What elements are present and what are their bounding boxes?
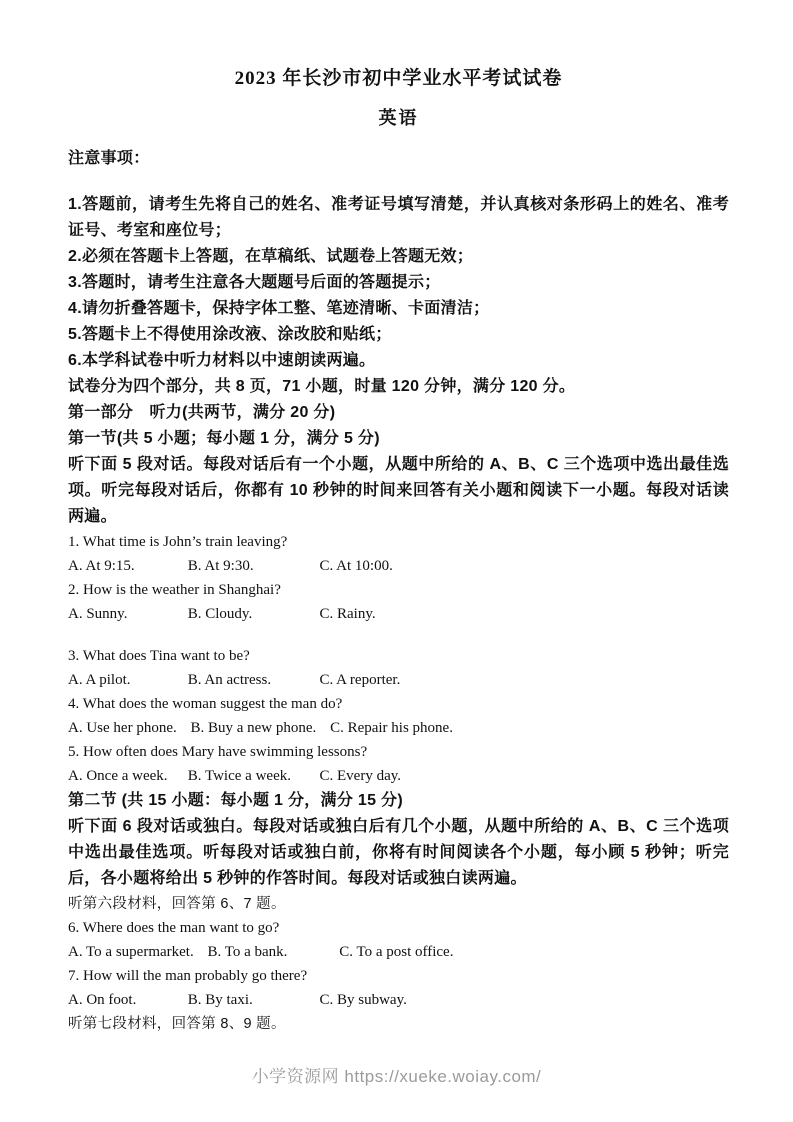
notice-item-1: 1.答题前，请考生先将自己的姓名、准考证号填写清楚，并认真核对条形码上的姓名、准考证号、考室和座位号； bbox=[68, 196, 729, 239]
material-note-7: 听第七段材料，回答第 8、9 题。 bbox=[68, 1016, 286, 1032]
section1-instructions: 听下面 5 段对话。每段对话后有一个小题，从题中所给的 A、B、C 三个选项中选出最佳选项。听完每段对话后，你都有 10 秒钟的时间来回答有关小题和阅读下一小题。每段对话读两遍。 bbox=[68, 456, 729, 525]
question-options bbox=[68, 988, 729, 1012]
paper-overview: 试卷分为四个部分，共 8 页，71 小题，时量 120 分钟，满分 120 分。 bbox=[68, 378, 576, 395]
paper-title: 2023 年长沙市初中学业水平考试试卷 bbox=[234, 68, 563, 89]
question-options bbox=[68, 716, 729, 740]
question-2 bbox=[68, 578, 729, 626]
question-options bbox=[68, 940, 729, 964]
question-4 bbox=[68, 692, 729, 740]
paper-subject: 英语 bbox=[378, 108, 419, 128]
option-c: C. To a post office. bbox=[339, 944, 454, 960]
question-stem: 4. What does the woman suggest the man do? bbox=[68, 696, 343, 712]
option-b: B. By taxi. bbox=[187, 992, 253, 1008]
section1-heading: 第一节(共 5 小题；每小题 1 分，满分 5 分) bbox=[68, 430, 380, 447]
question-options bbox=[68, 602, 729, 626]
notice-item-3: 3.答题时，请考生注意各大题题号后面的答题提示； bbox=[68, 274, 441, 291]
option-c: C. At 10:00. bbox=[319, 558, 393, 574]
question-stem: 7. How will the man probably go there? bbox=[68, 968, 308, 984]
option-a: A. Use her phone. bbox=[68, 720, 177, 736]
option-b: B. To a bank. bbox=[207, 944, 288, 960]
question-stem: 5. How often does Mary have swimming lessons? bbox=[68, 744, 368, 760]
question-options bbox=[68, 668, 729, 692]
question-options bbox=[68, 554, 729, 578]
section2-heading: 第二节 (共 15 小题：每小题 1 分，满分 15 分) bbox=[68, 792, 403, 809]
option-a: A. On foot. bbox=[68, 992, 137, 1008]
question-7 bbox=[68, 964, 729, 1012]
option-b: B. Twice a week. bbox=[187, 768, 291, 784]
option-a: A. A pilot. bbox=[68, 672, 131, 688]
option-c: C. A reporter. bbox=[319, 672, 401, 688]
part1-heading: 第一部分 听力(共两节，满分 20 分) bbox=[68, 404, 336, 421]
option-b: B. At 9:30. bbox=[187, 558, 254, 574]
blank-line bbox=[68, 626, 729, 644]
option-a: A. Once a week. bbox=[68, 768, 168, 784]
option-c: C. Repair his phone. bbox=[330, 720, 453, 736]
option-b: B. An actress. bbox=[187, 672, 272, 688]
section2-instructions: 听下面 6 段对话或独白。每段对话或独白后有几个小题，从题中所给的 A、B、C 三个选项中选出最佳选项。听每段对话或独白前，你将有时间阅读各个小题，每小顾 5 秒钟；听完后，各小题将给出 5 秒钟的作答时间。每段对话或独白读两遍。 bbox=[68, 818, 729, 887]
question-1 bbox=[68, 530, 729, 578]
question-5 bbox=[68, 740, 729, 788]
question-stem: 2. How is the weather in Shanghai? bbox=[68, 582, 281, 598]
footer-watermark: 小学资源网 https://xueke.woiay.com/ bbox=[251, 1067, 542, 1086]
notice-heading: 注意事项： bbox=[68, 150, 150, 167]
notice-item-2: 2.必须在答题卡上答题，在草稿纸、试题卷上答题无效； bbox=[68, 248, 474, 265]
question-6 bbox=[68, 916, 729, 964]
question-stem: 3. What does Tina want to be? bbox=[68, 648, 250, 664]
notice-item-4: 4.请勿折叠答题卡，保持字体工整、笔迹清晰、卡面清洁； bbox=[68, 300, 490, 317]
option-c: C. Every day. bbox=[319, 768, 402, 784]
notice-item-6: 6.本学科试卷中听力材料以中速朗读两遍。 bbox=[68, 352, 376, 369]
notice-item-5: 5.答题卡上不得使用涂改液、涂改胶和贴纸； bbox=[68, 326, 392, 343]
option-a: A. At 9:15. bbox=[68, 558, 135, 574]
option-b: B. Cloudy. bbox=[187, 606, 253, 622]
option-c: C. By subway. bbox=[319, 992, 407, 1008]
question-options bbox=[68, 764, 729, 788]
option-c: C. Rainy. bbox=[319, 606, 376, 622]
question-stem: 1. What time is John’s train leaving? bbox=[68, 534, 288, 550]
option-a: A. To a supermarket. bbox=[68, 944, 194, 960]
option-a: A. Sunny. bbox=[68, 606, 128, 622]
question-3 bbox=[68, 644, 729, 692]
material-note-6: 听第六段材料，回答第 6、7 题。 bbox=[68, 896, 286, 912]
option-b: B. Buy a new phone. bbox=[190, 720, 317, 736]
question-stem: 6. Where does the man want to go? bbox=[68, 920, 280, 936]
